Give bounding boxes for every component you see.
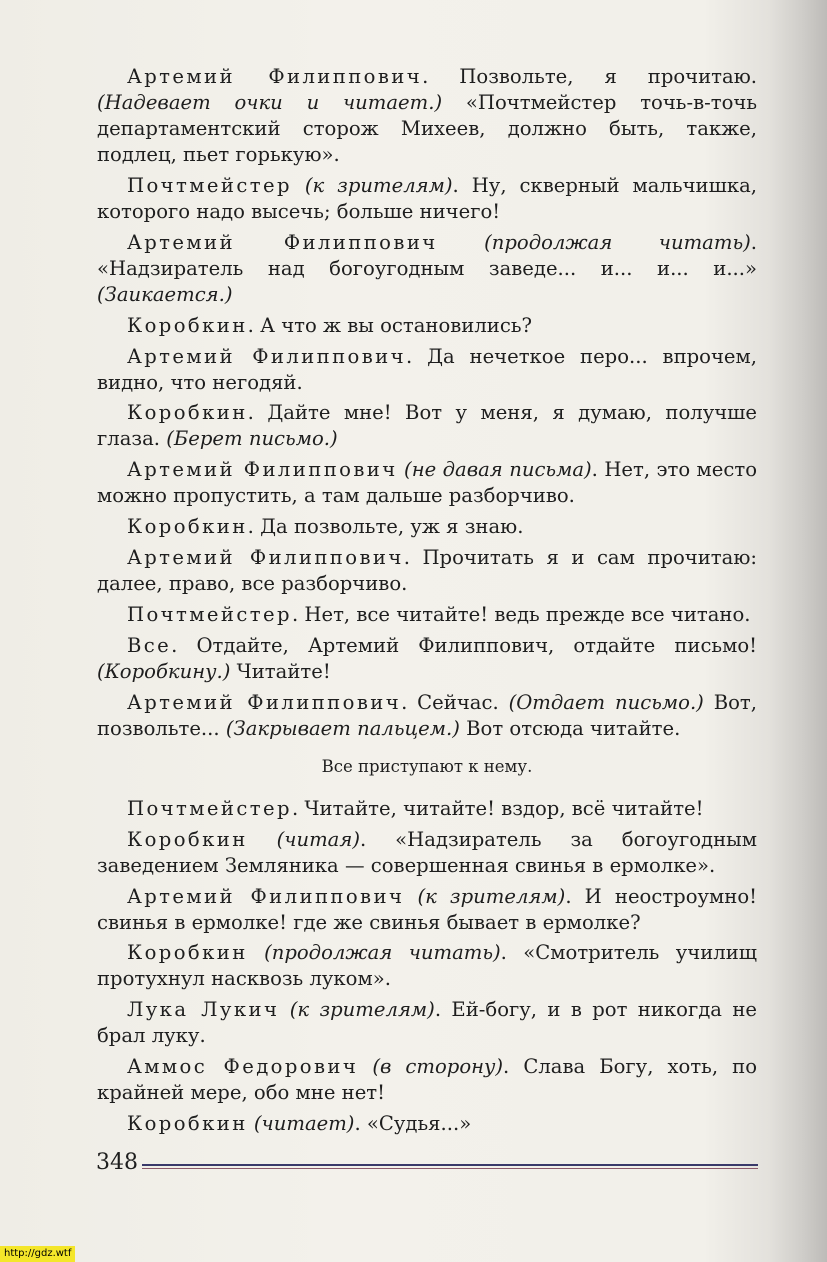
- remark: (Отдает письмо.): [508, 690, 704, 714]
- play-text: [97, 64, 757, 1142]
- speaker-name: Артемий Филиппович: [127, 884, 405, 908]
- speaker-name: Коробкин: [127, 401, 248, 425]
- speaker-name: Коробкин: [127, 1112, 248, 1136]
- dialogue-paragraph: [97, 1054, 757, 1106]
- remark: (читая): [276, 827, 360, 851]
- speech-text: . «Надзиратель над богоугодным заведе... и... и... и...»: [97, 230, 757, 280]
- remark: (Коробкину.): [97, 659, 231, 683]
- speaker-name: Коробкин: [127, 827, 248, 851]
- speaker-name: Почтмейстер: [127, 796, 292, 820]
- dialogue-paragraph: [97, 313, 757, 339]
- speaker-name: Почтмейстер: [127, 603, 292, 627]
- remark: (к зрителям): [304, 173, 453, 197]
- speech-text: . «Смотритель училищ протухнул насквозь луком».: [97, 941, 757, 991]
- dialogue-paragraph: [97, 884, 757, 936]
- remark: (Заикается.): [97, 282, 233, 306]
- speaker-name: Артемий Филиппович: [127, 458, 398, 482]
- dialogue-paragraph: [97, 545, 757, 597]
- speech-text: . Слава Богу, хоть, по крайней мере, обо мне нет!: [97, 1055, 757, 1105]
- speech-text: [438, 231, 484, 254]
- remark: (продолжая читать): [484, 230, 751, 254]
- remark: (к зрителям): [289, 998, 435, 1022]
- remark: (Закрывает пальцем.): [225, 716, 460, 740]
- remark: (в сторону): [372, 1055, 504, 1079]
- speech-text: [292, 174, 305, 197]
- speech-text: . Да позвольте, уж я знаю.: [247, 515, 524, 539]
- remark: (Берет письмо.): [166, 427, 338, 451]
- speech-text: . Сейчас.: [401, 690, 509, 714]
- speech-text: Вот, позвольте...: [97, 690, 758, 740]
- speech-text: [248, 828, 277, 851]
- speaker-name: Аммос Федорович: [127, 1055, 359, 1079]
- dialogue-paragraph: [97, 602, 757, 628]
- stage-direction: Все приступают к нему.: [321, 756, 533, 776]
- speech-text: . Отдайте, Артемий Филиппович, отдайте письмо!: [171, 633, 757, 657]
- dialogue-paragraph: [97, 64, 757, 168]
- dialogue-paragraph: [97, 514, 757, 540]
- speech-text: [279, 998, 289, 1021]
- remark: (Надевает очки и читает.): [97, 91, 443, 114]
- dialogue-paragraph: [97, 230, 757, 308]
- speaker-name: Артемий Филиппович: [127, 690, 402, 714]
- speaker-name: Коробкин: [127, 515, 248, 539]
- dialogue-paragraph: [97, 940, 757, 992]
- remark: (продолжая читать): [264, 941, 501, 965]
- page-number: 348: [96, 1150, 138, 1175]
- speaker-name: Артемий Филиппович: [127, 546, 404, 570]
- dialogue-paragraph: [97, 690, 757, 742]
- speech-text: . И неостроумно! свинья в ермолке! где же свинья бывает в ермолке?: [97, 884, 758, 934]
- dialogue-paragraph: [97, 173, 757, 225]
- speech-text: . Да нечеткое перо... впрочем, видно, что негодяй.: [97, 344, 757, 394]
- speech-text: . Ну, скверный мальчишка, которого надо высечь; больше ничего!: [97, 173, 757, 223]
- speech-text: . «Надзиратель за богоугодным заведением Земляника — совершенная свинья в ермолке».: [97, 827, 758, 877]
- dialogue-paragraph: [97, 633, 757, 685]
- speaker-name: Артемий Филиппович: [127, 344, 406, 368]
- speech-text: . Позвольте, я прочитаю.: [422, 65, 757, 88]
- speech-text: . А что ж вы остановились?: [247, 313, 533, 337]
- speech-text: . Читайте, читайте! вздор, всё читайте!: [291, 796, 704, 820]
- speech-text: . «Судья...»: [354, 1112, 472, 1136]
- dialogue-paragraph: [97, 457, 757, 509]
- dialogue-paragraph: [97, 1111, 757, 1137]
- speech-text: . Ей-богу, и в рот никогда не брал луку.: [97, 998, 758, 1048]
- remark: (к зрителям): [417, 884, 566, 908]
- remark: (читает): [253, 1112, 355, 1136]
- speaker-name: Лука Лукич: [127, 998, 280, 1022]
- speaker-name: Все: [127, 633, 172, 657]
- remark: (не давая письма): [404, 458, 592, 482]
- speaker-name: Коробкин: [127, 941, 248, 965]
- speaker-name: Коробкин: [127, 313, 248, 337]
- speech-text: «Почтмейстер точь-в-точь департаментский сторож Михеев, должно быть, также, подлец, пьет горькую».: [97, 91, 757, 166]
- dialogue-paragraph: [97, 400, 757, 452]
- speaker-name: Артемий Филиппович: [127, 230, 438, 254]
- speech-text: . Нет, все читайте! ведь прежде все читано.: [291, 603, 751, 627]
- dialogue-paragraph: [97, 997, 757, 1049]
- speech-text: [248, 941, 264, 964]
- speech-text: . Прочитать я и сам прочитаю: далее, право, все разборчиво.: [97, 546, 757, 596]
- speaker-name: Почтмейстер: [127, 173, 292, 197]
- page-footer: [96, 1150, 758, 1180]
- watermark-link[interactable]: http://gdz.wtf: [0, 1246, 75, 1262]
- speech-text: . Нет, это место можно пропустить, а там дальше разборчиво.: [97, 458, 757, 508]
- speech-text: . Дайте мне! Вот у меня, я думаю, получше глаза.: [97, 401, 757, 451]
- dialogue-paragraph: [97, 796, 757, 822]
- speech-text: [358, 1055, 372, 1078]
- speech-text: [404, 885, 417, 908]
- footer-rule: [142, 1164, 758, 1169]
- speaker-name: Артемий Филиппович: [127, 65, 423, 88]
- speech-text: Вот отсюда читайте.: [459, 716, 681, 740]
- dialogue-paragraph: [97, 344, 757, 396]
- speech-text: Читайте!: [230, 659, 331, 683]
- dialogue-paragraph: [97, 827, 757, 879]
